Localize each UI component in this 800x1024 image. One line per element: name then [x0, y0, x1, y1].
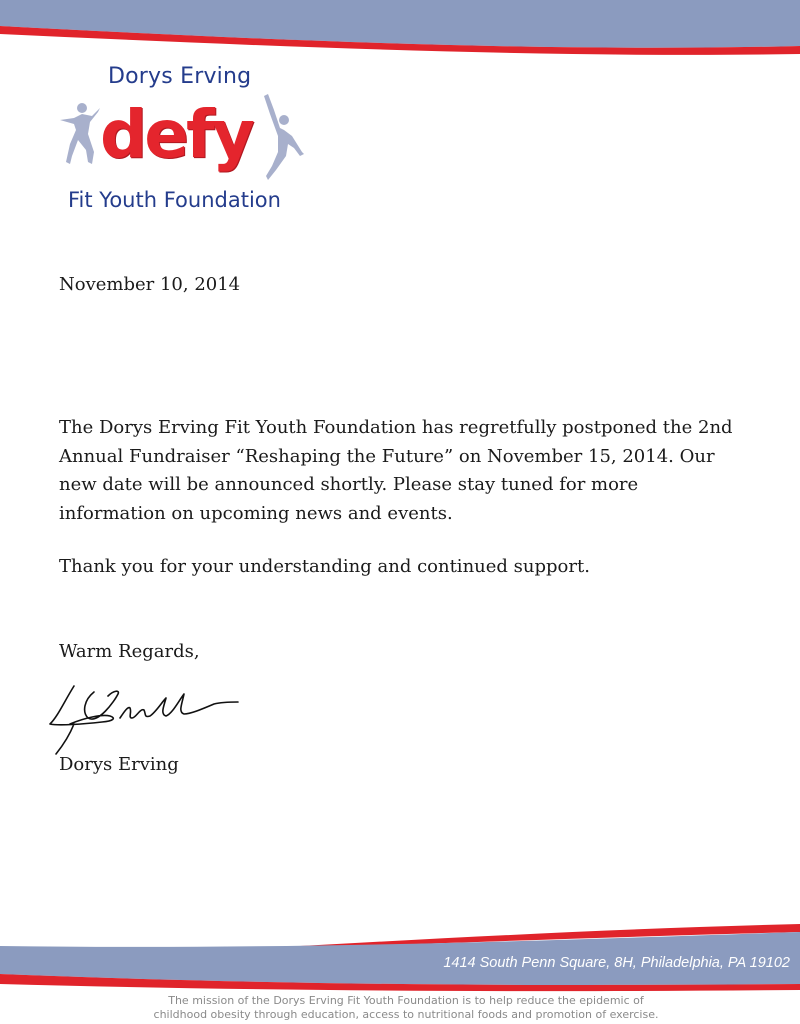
letter-thanks-paragraph: Thank you for your understanding and continued support.	[59, 556, 590, 577]
footer-mission-statement	[0, 994, 800, 1022]
logo-top-text: Dorys Erving	[108, 64, 252, 89]
logo-defy-text: defy	[100, 96, 252, 173]
header-blue-band	[0, 0, 800, 48]
foundation-logo	[58, 62, 308, 222]
logo-bottom-text: Fit Youth Foundation	[68, 188, 281, 212]
letter-date: November 10, 2014	[59, 274, 241, 295]
right-dancer-figure-icon	[262, 92, 308, 184]
handwritten-signature	[44, 672, 244, 760]
header-band	[0, 0, 800, 60]
mission-line-2: childhood obesity through education, access to nutritional foods and promotion of exercise.	[153, 1008, 659, 1021]
letter-closing: Warm Regards,	[59, 641, 200, 662]
letter-body-paragraph: The Dorys Erving Fit Youth Foundation has regretfully postponed the 2nd Annual Fundraiser “Reshaping the Future” on November 15, 2014. Our new date will be announced shortly. Please stay tuned for more information on upcoming news and events.	[59, 417, 733, 524]
signer-name: Dorys Erving	[59, 754, 179, 775]
left-dancer-figure-icon	[58, 100, 102, 166]
mission-line-1: The mission of the Dorys Erving Fit Youth Foundation is to help reduce the epidemic of	[168, 994, 644, 1007]
footer-address: 1414 South Penn Square, 8H, Philadelphia, PA 19102	[443, 955, 790, 971]
